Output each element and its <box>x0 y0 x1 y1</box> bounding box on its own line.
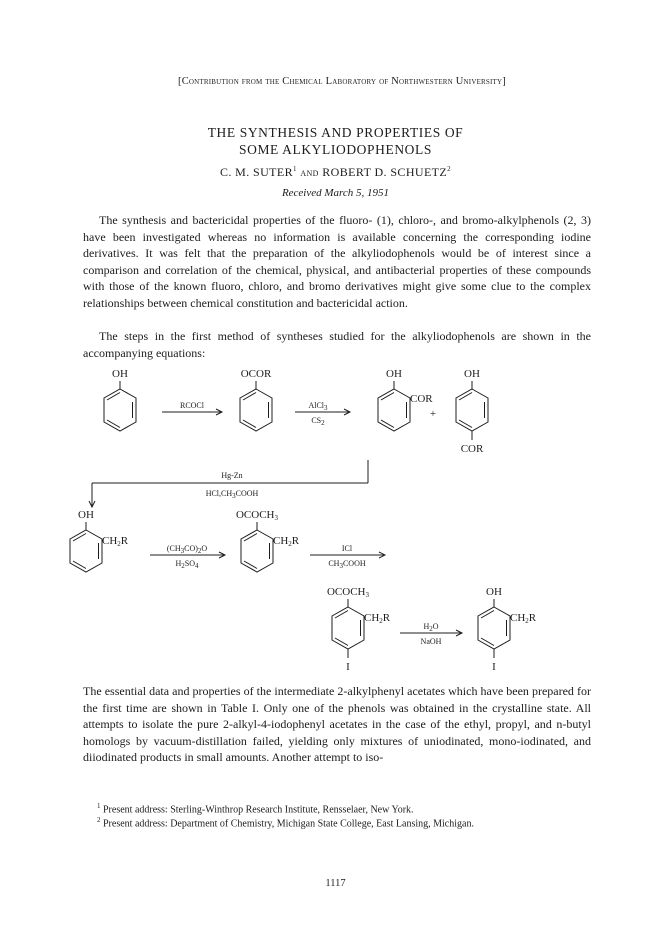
footnote-2 <box>83 814 591 831</box>
footnote-1-text: Present address: Sterling-Winthrop Research Institute, Rensselaer, New York. <box>103 804 414 816</box>
results-paragraph: The essential data and properties of the intermediate 2-alkylphenyl acetates which have been prepared for the first time are shown in Table I. Only one of the phenols was obtained in the crystalline state. All attempts to isolate the pure 2-alkyl-4-iodophenyl acetates in the case of the ethyl, propyl, and n-butyl homologs by vacuum-distillation failed, yielding only mixtures of uniodinated, mono-iodinated, and diiodinated products in small amounts. Another attempt to iso- <box>83 684 591 765</box>
oh-label-1: OH <box>112 368 128 380</box>
reagent-rcocl: RCOCl <box>179 401 205 410</box>
title-line-1: THE SYNTHESIS AND PROPERTIES OF <box>207 125 464 140</box>
reagent-cs2: CS2 <box>311 416 325 427</box>
title-line-2: SOME ALKYLIODOPHENOLS <box>239 142 432 157</box>
reagent-water: H2O <box>423 622 439 633</box>
ch2r-label-3: CH2R <box>364 612 391 625</box>
ocor-label: OCOR <box>240 368 272 380</box>
phenol-ring <box>104 381 136 431</box>
oh-label-5: OH <box>486 586 502 598</box>
reagent-h2so4: H2SO4 <box>175 559 199 570</box>
alkylphenyl-acetate-ring <box>241 522 273 572</box>
reagent-icl: ICl <box>341 544 353 553</box>
ococh3-label-2: OCOCH3 <box>326 586 370 599</box>
iodophenol-ring <box>478 599 510 658</box>
author-1: C. M. SUTER <box>219 165 294 179</box>
plus-sign: + <box>429 408 437 420</box>
intro-paragraph: The synthesis and bactericidal properties of the fluoro- (1), chloro-, and bromo-alkylphenols (2, 3) have been investigated whereas no information is available concerning the corresponding iodine derivatives. It was felt that the preparation of the alkyliodophenols would be of interest since a comparison and correlation of the chemical, physical, and antibacterial properties of these compounds with those of the known fluoro, chloro, and bromo derivatives might give some clue to the complex relationships between chemical constitution and bactericidal action. <box>83 213 591 310</box>
arrow-reduction <box>89 460 368 507</box>
ch2r-label-4: CH2R <box>510 612 537 625</box>
author-1-note: 1 <box>293 165 297 173</box>
oh-label-3: OH <box>464 368 480 380</box>
footnote-2-text: Present address: Department of Chemistry, Michigan State College, East Lansing, Michigan. <box>103 818 474 830</box>
iodo-label-2: I <box>492 661 496 673</box>
footnote-2-mark: 2 <box>97 816 101 824</box>
reagent-naoh: NaOH <box>420 637 442 646</box>
alkylphenol-ring <box>70 522 102 572</box>
ch2r-label-1: CH2R <box>102 535 129 548</box>
para-cor-label: COR <box>460 443 484 455</box>
reagent-acoh: CH3COOH <box>328 559 366 570</box>
iodo-label-1: I <box>346 661 350 673</box>
reagent-ac2o: (CH3CO)2O <box>166 544 208 555</box>
ch2r-label-2: CH2R <box>273 535 300 548</box>
contribution-header: [Contribution from the Chemical Laboratory of Northwestern University] <box>178 76 506 87</box>
author-2-note: 2 <box>447 165 452 173</box>
reagent-hg-zn: Hg-Zn <box>221 471 243 480</box>
ortho-cor-label: COR <box>410 393 433 405</box>
ococh3-label-1: OCOCH3 <box>235 509 279 522</box>
reagent-alcl3: AlCl3 <box>308 401 328 412</box>
ortho-acylphenol-ring <box>378 381 410 431</box>
oh-label-2: OH <box>386 368 402 380</box>
author-2: ROBERT D. SCHUETZ <box>322 165 448 179</box>
phenyl-ester-ring <box>240 381 272 431</box>
footnote-1-mark: 1 <box>97 802 101 810</box>
para-acylphenol-ring <box>456 381 488 440</box>
iodo-acetate-ring <box>332 599 364 658</box>
reagent-hcl-acoh: HCl,CH3COOH <box>205 489 259 500</box>
method-paragraph: The steps in the first method of syntheses studied for the alkyliodophenols are shown in the accompanying equations: <box>83 329 591 360</box>
received-date: Received March 5, 1951 <box>281 187 390 199</box>
oh-label-4: OH <box>78 509 94 521</box>
author-and: and <box>300 167 319 179</box>
page-number: 1117 <box>325 878 346 889</box>
